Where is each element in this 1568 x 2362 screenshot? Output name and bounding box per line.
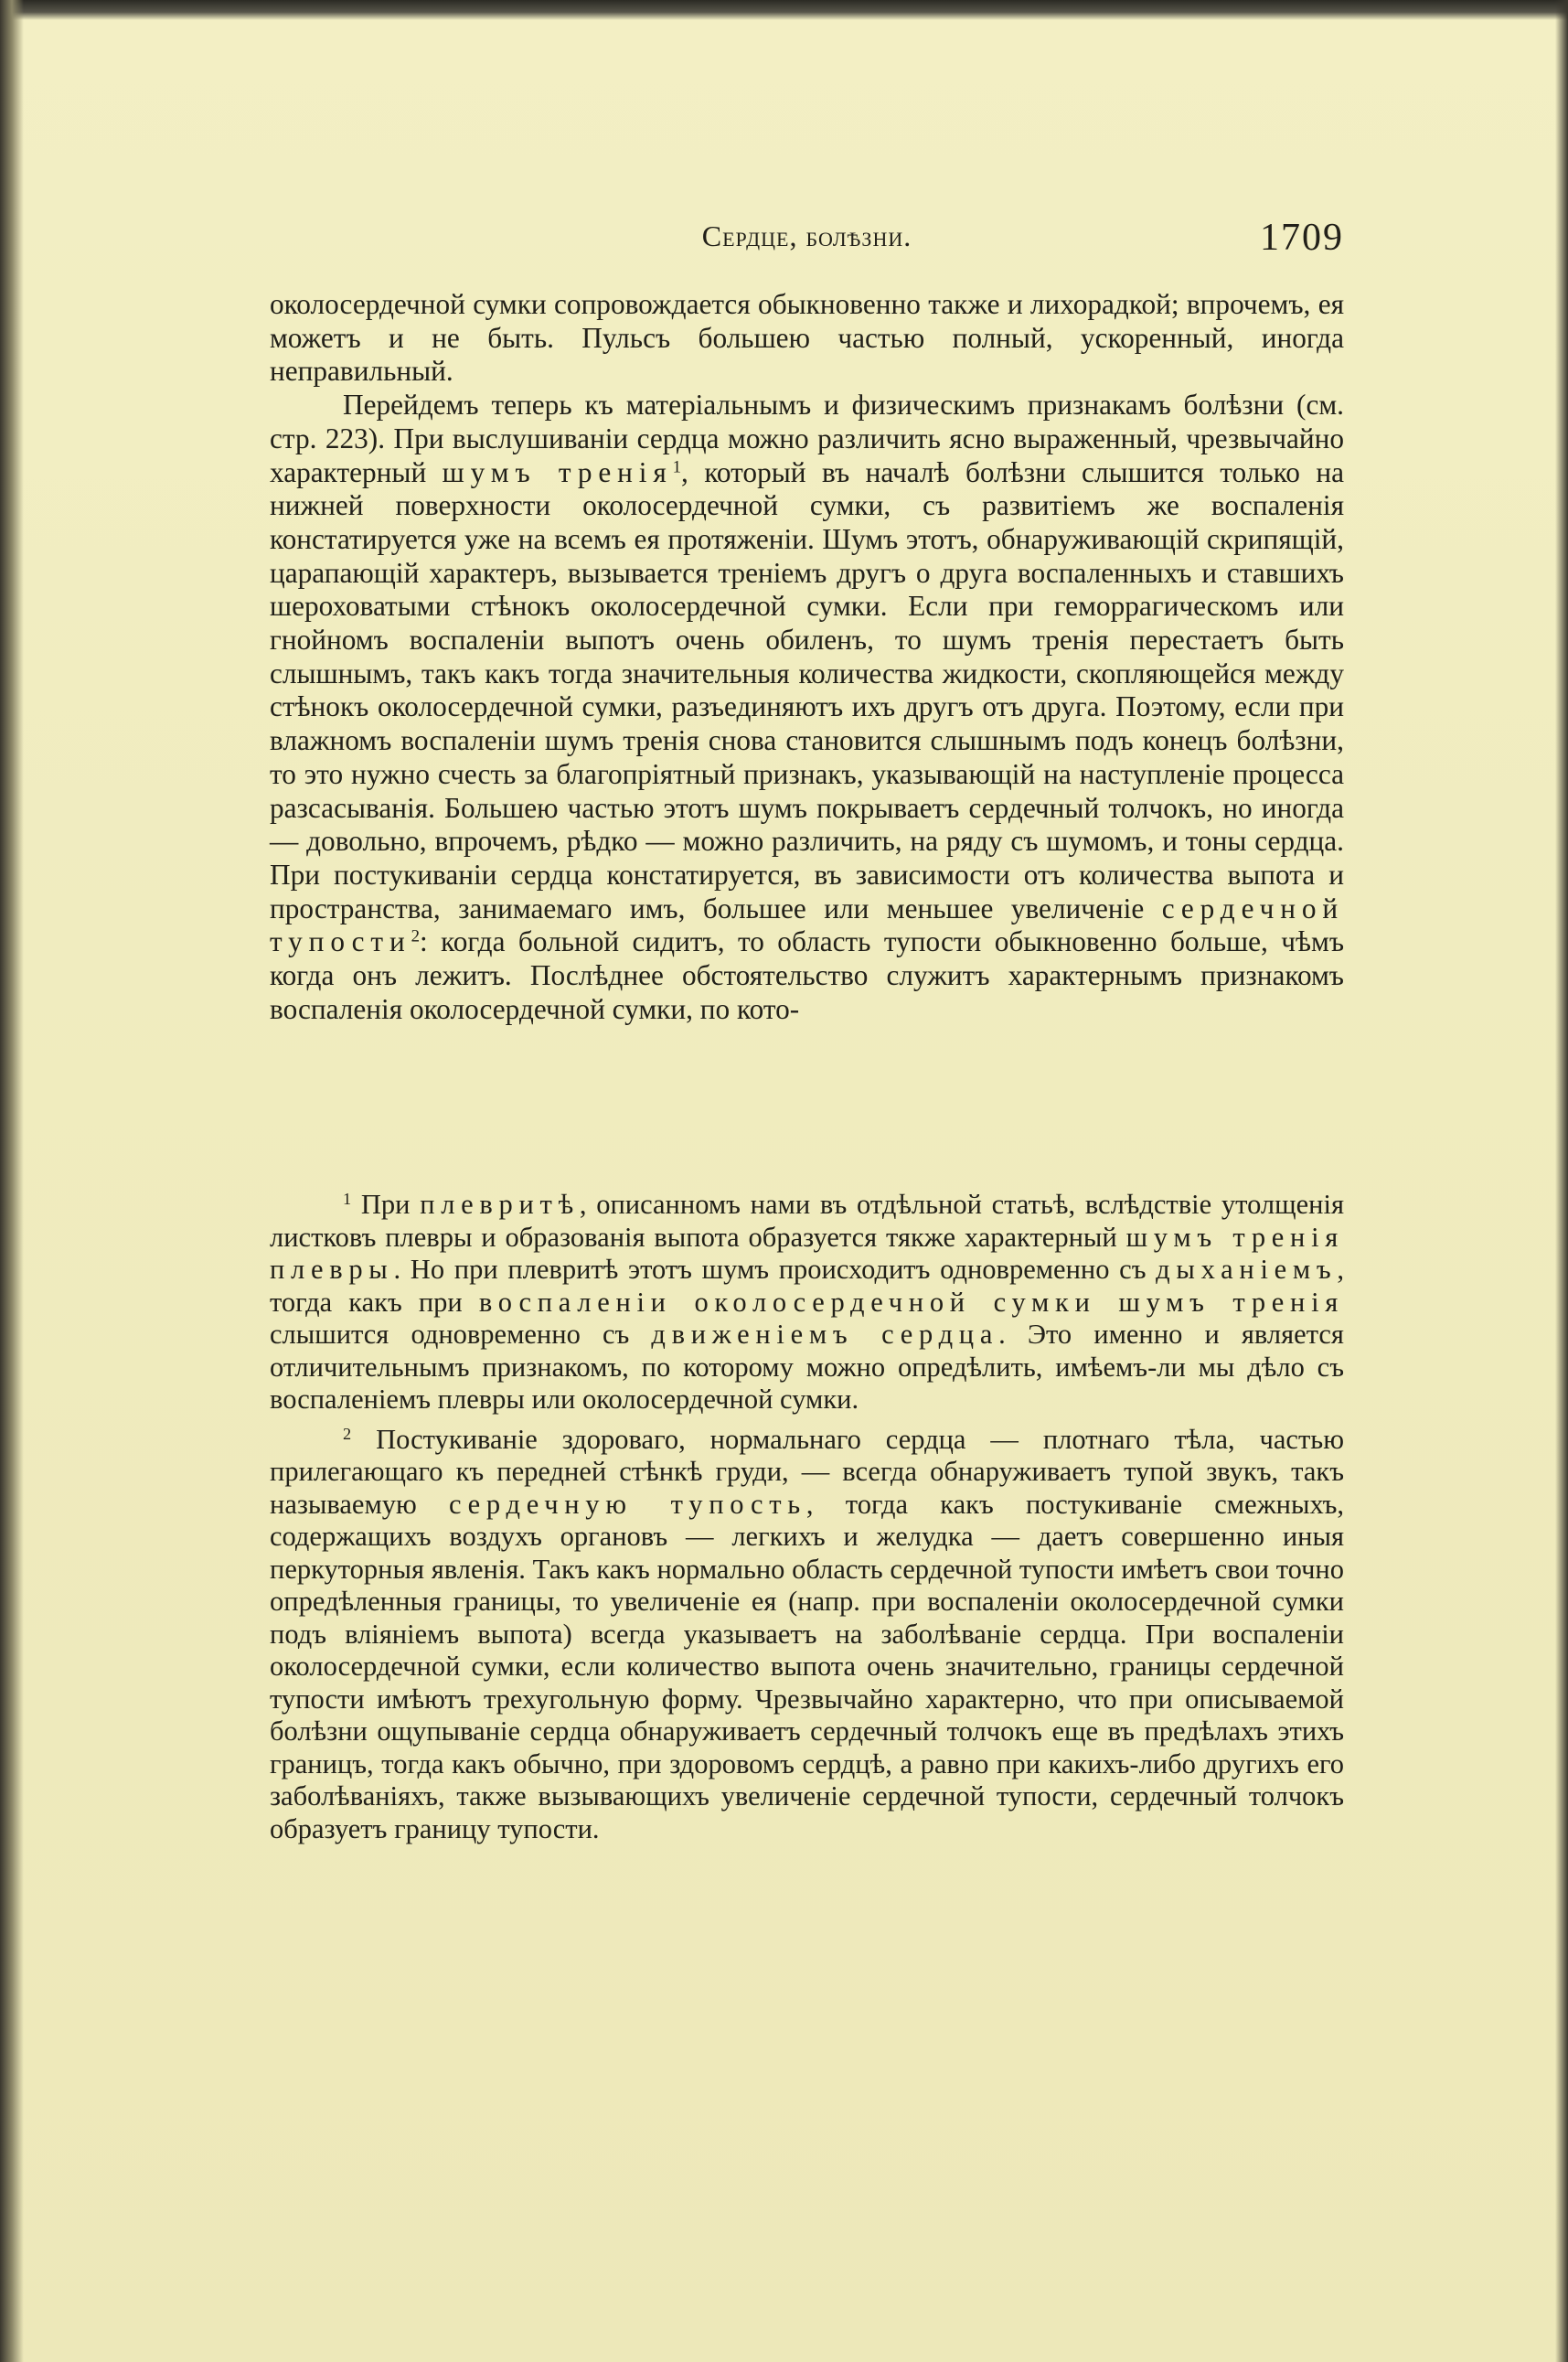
running-title: Сердце, болѣзни. bbox=[701, 219, 912, 252]
paragraph-2-text-b: , который въ началѣ болѣзни слышится только на нижней поверхности околосердечной сумки, съ развитіемъ же воспаленія констатируется уже на всемъ ея протяженіи. Шумъ этотъ, обнаруживающій скрипящій, царапающій характеръ, вызывается треніемъ другъ о друга воспаленныхъ и ставшихъ шероховатыми стѣнокъ околосердечной сумки. Если при геморрагическомъ или гнойномъ воспаленіи выпотъ очень обиленъ, то шумъ тренія перестаетъ быть слышнымъ, такъ какъ тогда значительныя количества жидкости, скопляющейся между стѣнокъ околосердечной сумки, разъединяютъ ихъ другъ отъ друга. Поэтому, если при влажномъ воспаленіи шумъ тренія снова становится слышнымъ подъ конецъ болѣзни, то это нужно счесть за благопріятный признакъ, указывающій на наступленіе процесса разсасыванія. Большею частью этотъ шумъ покрываетъ сердечный толчокъ, но иногда — довольно, впрочемъ, рѣдко — можно различить, на ряду съ шумомъ, и тоны сердца. При постукиваніи сердца констатируется, въ зависимости отъ количества выпота и пространства, занимаемаго имъ, большее или меньшее увеличеніе bbox=[270, 455, 1344, 924]
emphasis-friction-murmur: шумъ тренія bbox=[442, 455, 673, 488]
footnote-1-emphasis-4: воспаленіи околосердечной сумки шумъ тренія bbox=[478, 1286, 1344, 1318]
footnote-2-mark: 2 bbox=[343, 1424, 352, 1443]
footnote-1-text-d: , тогда какъ при bbox=[270, 1254, 1344, 1318]
footnote-1-text-c: . Но при плевритѣ этотъ шумъ происходитъ одновременно съ bbox=[393, 1254, 1157, 1285]
footnote-2-text-a: Постукиваніе здороваго, нормальнаго сердца — плотнаго тѣла, частью прилегающаго къ передней стѣнкѣ груди, — всегда обнаруживаетъ тупой звукъ, такъ называемую bbox=[270, 1423, 1344, 1520]
footnotes bbox=[270, 1189, 1344, 1845]
paragraph-2-text-c: : когда больной сидитъ, то область тупости обыкновенно больше, чѣмъ когда онъ лежитъ. Послѣднее обстоятельство служитъ характернымъ признакомъ воспаленія околосердечной сумки, по кото- bbox=[270, 925, 1344, 1025]
page-number: 1709 bbox=[1260, 217, 1344, 259]
footnote-ref-2[interactable]: 2 bbox=[411, 927, 420, 947]
paragraph-2-text-a: Перейдемъ теперь къ матеріальнымъ и физическимъ признакамъ болѣзни (см. стр. 223). При выслушиваніи сердца можно различить ясно выраженный, чрезвычайно характерный bbox=[270, 389, 1344, 488]
scan-top-shadow bbox=[0, 0, 1568, 20]
footnote-2-text-b: , тогда какъ постукиваніе смежныхъ, содержащихъ воздухъ органовъ — легкихъ и желудка — даетъ совершенно иныя перкуторныя явленія. Такъ какъ нормально область сердечной тупости имѣетъ свои точно опредѣленныя границы, то увеличеніе ея (напр. при воспаленіи околосердечной сумки подъ вліяніемъ выпота) всегда указываетъ на заболѣваніе сердца. При воспаленіи околосердечной сумки, если количество выпота очень значительно, границы сердечной тупости имѣютъ трехугольную форму. Чрезвычайно характерно, что при описываемой болѣзни ощупываніе сердца обнаруживаетъ сердечный толчокъ еще въ предѣлахъ этихъ границъ, тогда какъ обычно, при здоровомъ сердцѣ, а равно при какихъ-либо другихъ его заболѣваніяхъ, также вызывающихъ увеличеніе сердечной тупости, сердечный толчокъ образуетъ границу тупости. bbox=[270, 1488, 1344, 1844]
footnote-1-text-f: . Это именно и является отличительнымъ признакомъ, по которому можно опредѣлить, имѣемъ-ли мы дѣло съ воспаленіемъ плевры или околосердечной сумки. bbox=[270, 1319, 1344, 1415]
page-header bbox=[270, 219, 1344, 274]
footnote-1-emphasis-3: дыханіемъ bbox=[1156, 1254, 1338, 1285]
paragraph-1 bbox=[270, 288, 1344, 389]
scan-right-shadow bbox=[1555, 0, 1568, 2362]
footnote-1-emphasis-2: шумъ тренія плевры bbox=[270, 1221, 1345, 1285]
footnote-1 bbox=[270, 1189, 1344, 1416]
footnote-ref-1[interactable]: 1 bbox=[672, 457, 682, 477]
scan-left-shadow bbox=[0, 0, 24, 2362]
footnote-2-emphasis-1: сердечную тупость bbox=[449, 1488, 806, 1520]
footnote-1-mark: 1 bbox=[343, 1189, 352, 1208]
footnote-1-text-a: При bbox=[351, 1189, 421, 1220]
footnote-1-text-b: , описанномъ нами въ отдѣльной статьѣ, вслѣдствіе утолщенія листковъ плевры и образованія выпота образуется тякже характерный bbox=[270, 1189, 1344, 1253]
main-text bbox=[270, 288, 1344, 1026]
footnote-gap bbox=[270, 1416, 1344, 1424]
paragraph-2 bbox=[270, 389, 1344, 1026]
emphasis-cardiac-dullness: сердечной тупости bbox=[270, 892, 1344, 958]
footnote-2 bbox=[270, 1424, 1344, 1846]
footnote-1-emphasis-5: движеніемъ сердца bbox=[651, 1319, 999, 1350]
footnote-1-emphasis-1: плевритѣ bbox=[420, 1189, 580, 1220]
paragraph-1-text: околосердечной сумки сопровождается обыкновенно также и лихорадкой; впрочемъ, ея можетъ и не быть. Пульсъ большею частью полный, ускоренный, иногда неправильный. bbox=[270, 288, 1344, 388]
footnote-1-text-e: слышится одновременно съ bbox=[270, 1319, 652, 1350]
